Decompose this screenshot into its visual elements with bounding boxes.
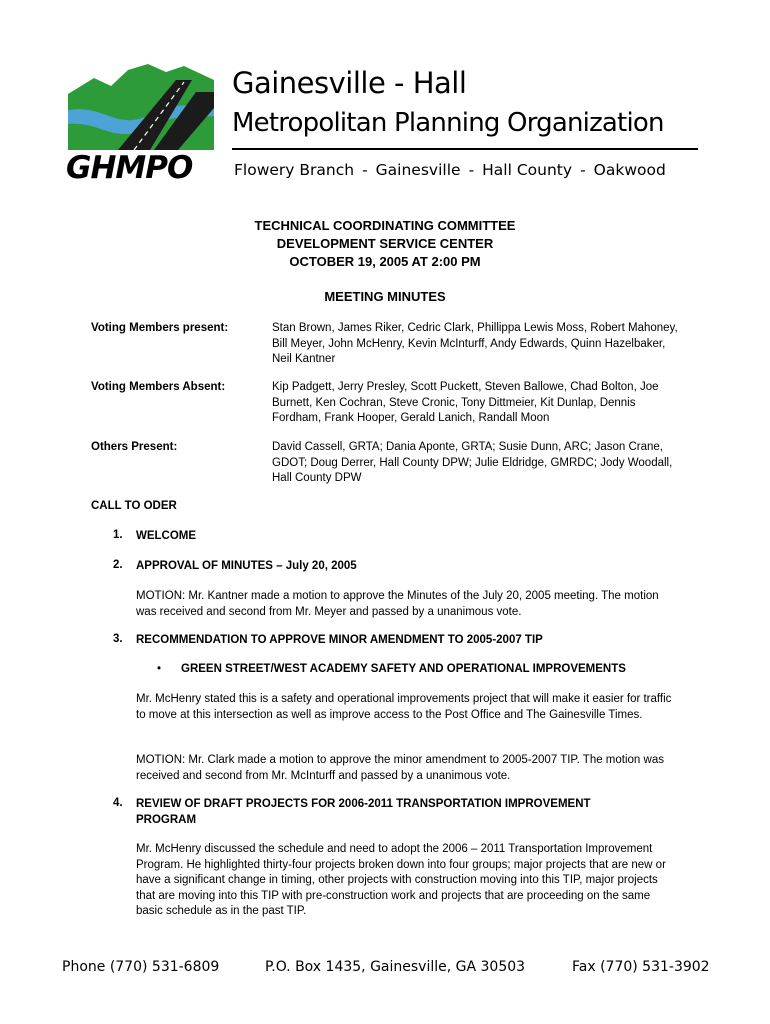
org-subtitle: Metropolitan Planning Organization: [232, 108, 664, 138]
committee-title: TECHNICAL COORDINATING COMMITTEE: [254, 218, 516, 233]
member-name: Oakwood: [593, 161, 666, 179]
meeting-title-block: [0, 217, 770, 271]
location-title: DEVELOPMENT SERVICE CENTER: [276, 236, 494, 251]
item-number: 3.: [113, 633, 123, 645]
item-number: 2.: [113, 559, 123, 571]
item-paragraph: MOTION: Mr. Clark made a motion to approve the minor amendment to 2005-2007 TIP. The motion was received and second from Mr. McInturff and passed by a unanimous vote.: [136, 754, 664, 782]
ghmpo-logo: [66, 60, 216, 150]
item-heading: RECOMMENDATION TO APPROVE MINOR AMENDMENT TO 2005-2007 TIP: [136, 634, 543, 646]
others-label: Others Present:: [91, 441, 178, 453]
member-name: Flowery Branch: [234, 161, 355, 179]
item-heading: APPROVAL OF MINUTES – July 20, 2005: [136, 560, 357, 572]
bullet-item: GREEN STREET/WEST ACADEMY SAFETY AND OPERATIONAL IMPROVEMENTS: [181, 663, 626, 675]
item-number: 1.: [113, 529, 123, 541]
member-name: Hall County: [482, 161, 573, 179]
present-value: Stan Brown, James Riker, Cedric Clark, Phillippa Lewis Moss, Robert Mahoney, Bill Meyer, John McHenry, Kevin McInturff, Andy Edwards, Quinn Hazelbaker, Neil Kantner: [272, 322, 678, 365]
org-acronym: GHMPO: [66, 150, 193, 186]
member-jurisdictions: [234, 161, 666, 179]
org-name: Gainesville - Hall: [232, 66, 467, 100]
absent-label: Voting Members Absent:: [91, 381, 226, 393]
item-heading: WELCOME: [136, 530, 197, 542]
others-value: David Cassell, GRTA; Dania Aponte, GRTA; Susie Dunn, ARC; Jason Crane, GDOT; Doug Derrer, Hall County DPW; Julie Eldridge, GMRDC; Jody Woodall, Hall County DPW: [272, 441, 673, 484]
absent-value: Kip Padgett, Jerry Presley, Scott Puckett, Steven Ballowe, Chad Bolton, Joe Burnett, Ken Cochran, Steve Cronic, Tony Dittmeier, Kit Dunlap, Dennis Fordham, Frank Hooper, Gerald Lanich, Randall Moon: [272, 381, 659, 424]
member-separator: -: [468, 161, 475, 179]
member-name: Gainesville: [375, 161, 461, 179]
footer-phone: Phone (770) 531-6809: [62, 959, 220, 975]
call-to-order-heading: CALL TO ODER: [91, 500, 177, 512]
member-separator: -: [362, 161, 368, 179]
header-divider: [232, 148, 698, 150]
item-number: 4.: [113, 797, 123, 809]
member-separator: -: [580, 161, 586, 179]
footer-fax: Fax (770) 531-3902: [572, 959, 710, 975]
date-title: OCTOBER 19, 2005 AT 2:00 PM: [289, 254, 481, 269]
item-paragraph: MOTION: Mr. Kantner made a motion to approve the Minutes of the July 20, 2005 meeting. The motion was received and second from Mr. Meyer and passed by a unanimous vote.: [136, 590, 659, 618]
present-label: Voting Members present:: [91, 322, 229, 334]
bullet-icon: •: [157, 663, 162, 675]
item-paragraph: Mr. McHenry stated this is a safety and operational improvements project that will make it easier for traffic to move at this intersection as well as improve access to the Post Office and The Gainesville Times.: [136, 693, 672, 721]
item-heading: REVIEW OF DRAFT PROJECTS FOR 2006-2011 TRANSPORTATION IMPROVEMENT PROGRAM: [136, 798, 591, 826]
minutes-title: MEETING MINUTES: [324, 289, 446, 304]
item-paragraph: Mr. McHenry discussed the schedule and need to adopt the 2006 – 2011 Transportation Improvement Program. He highlighted thirty-four projects broken down into four groups; major projects that are new or have a significant change in timing, other projects with construction moving into this TIP, major projects that are moving into this TIP with pre-construction work and projects that are proceeding on the same basic schedule as in the past TIP.: [136, 843, 666, 917]
footer-address: P.O. Box 1435, Gainesville, GA 30503: [265, 959, 526, 975]
